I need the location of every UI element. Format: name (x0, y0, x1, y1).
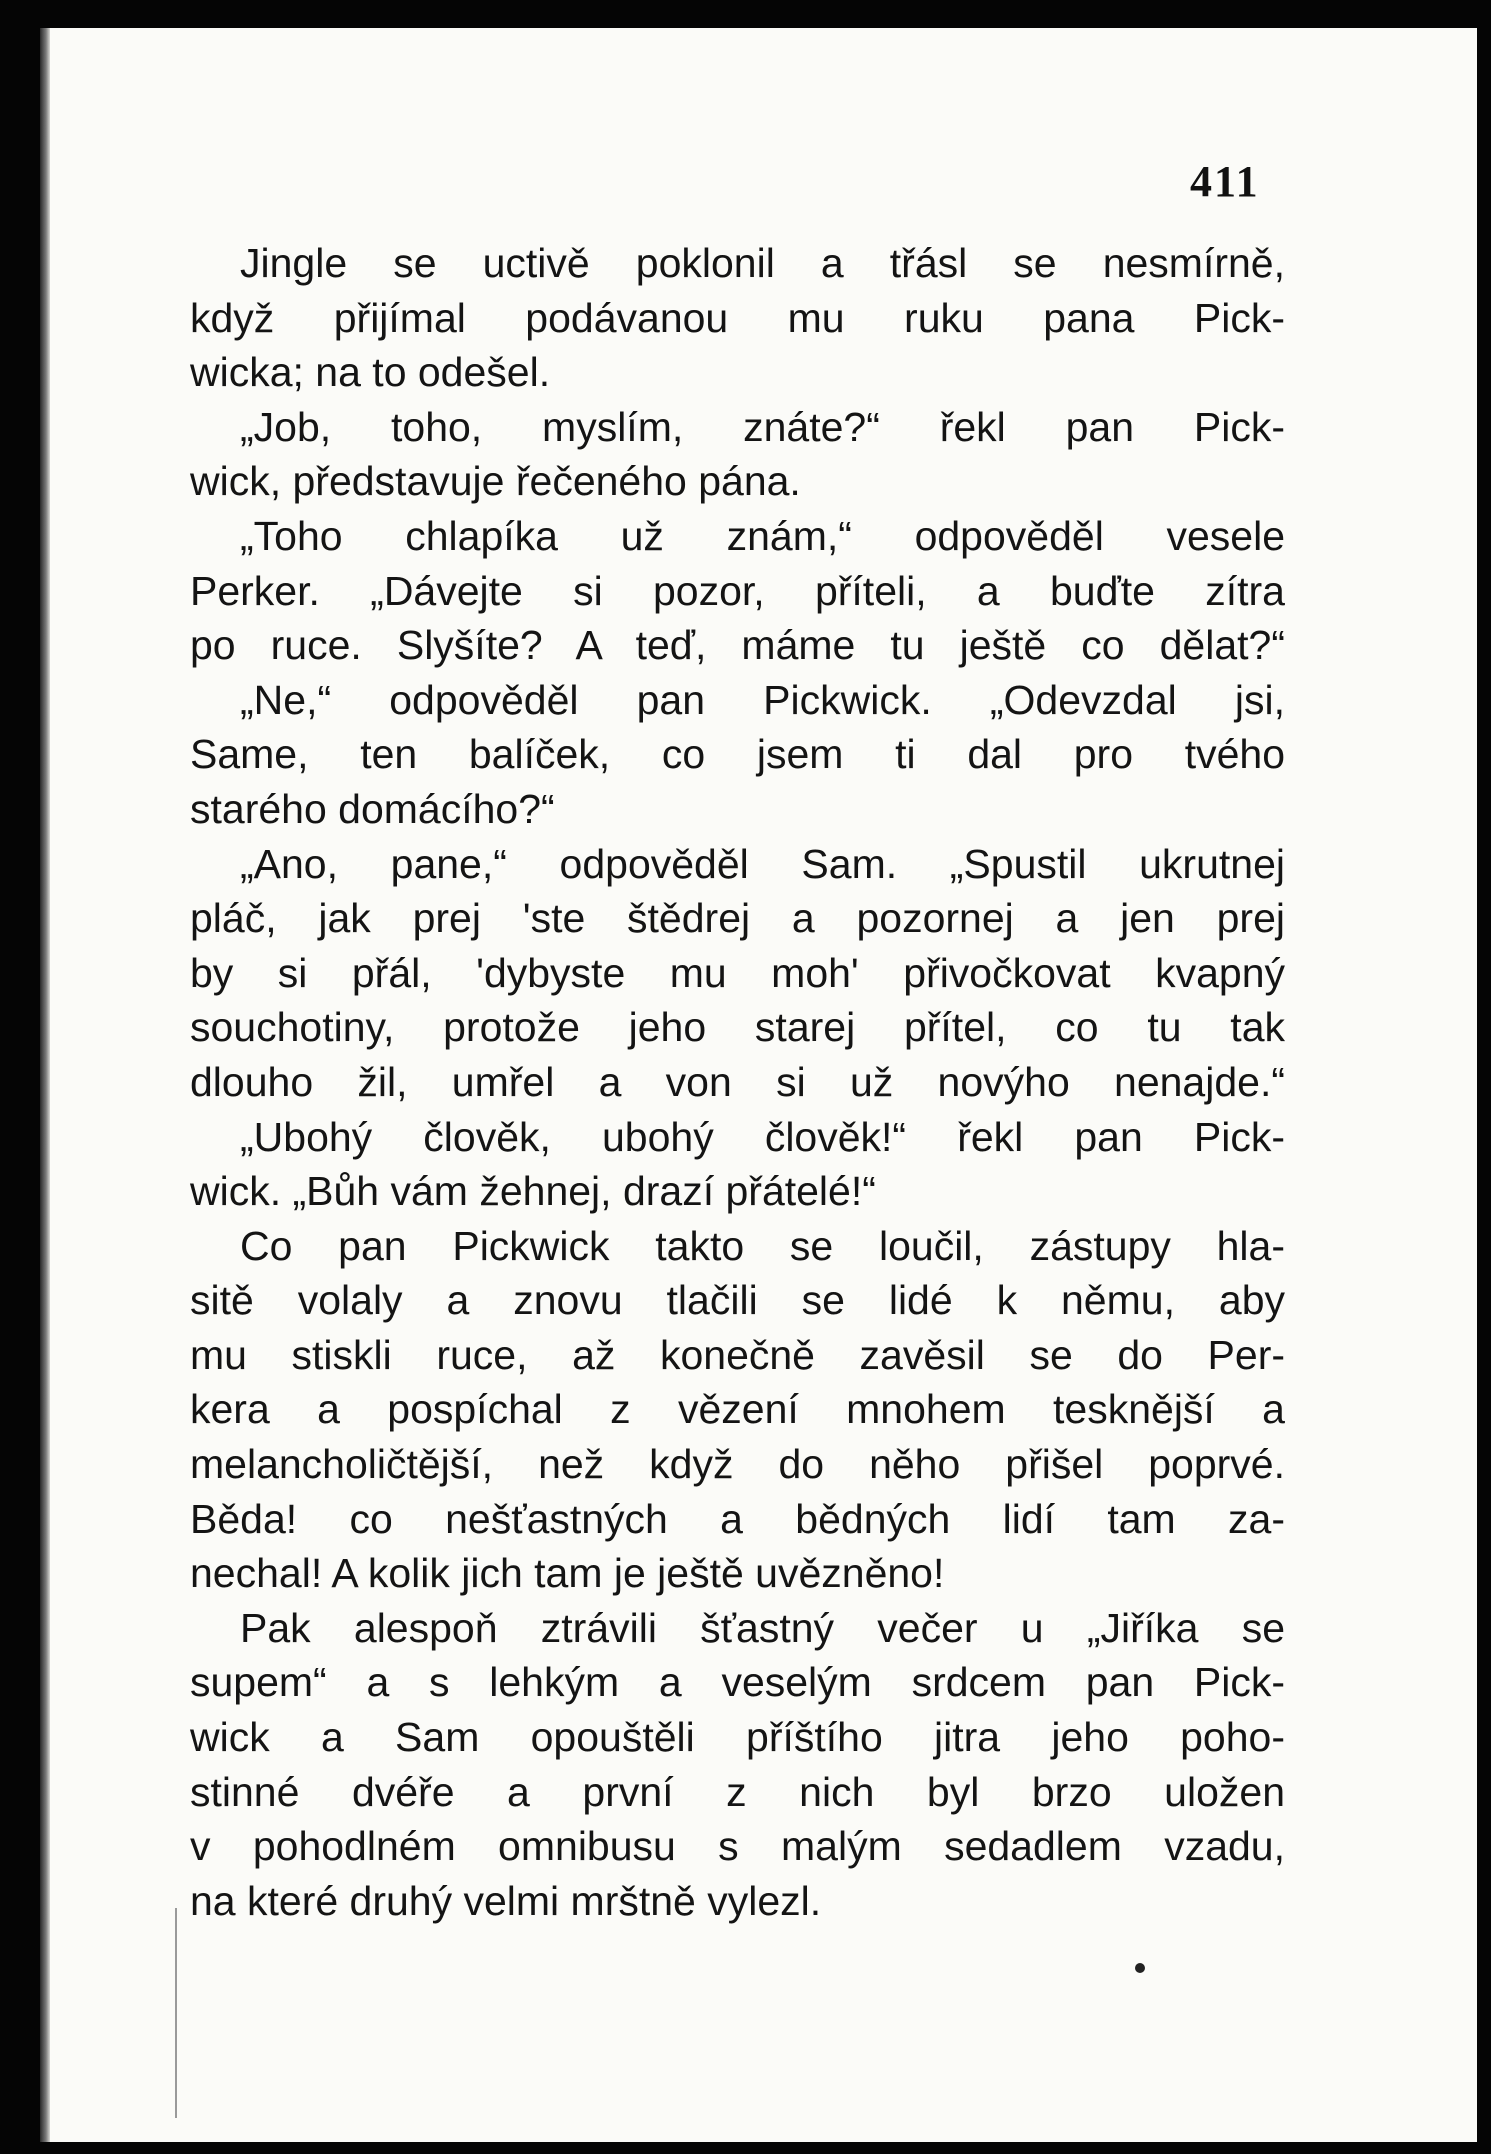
text-line: wick a Sam opouštěli příštího jitra jeho poho- (190, 1714, 1285, 1761)
text-line: mu stiskli ruce, až konečně zavěsil se do Per- (190, 1331, 1285, 1378)
text-line: Pak alespoň ztrávili šťastný večer u „Jiříka se (240, 1604, 1285, 1651)
body-text (190, 236, 1285, 1928)
text-line: nechal! A kolik jich tam je ještě uvězněno! (190, 1550, 945, 1597)
text-line: Co pan Pickwick takto se loučil, zástupy hla- (240, 1222, 1285, 1269)
text-line: na které druhý velmi mrštně vylezl. (190, 1877, 822, 1924)
page-number: 411 (1190, 157, 1260, 206)
text-line: souchotiny, protože jeho starej přítel, co tu tak (190, 1004, 1285, 1051)
text-line: v pohodlném omnibusu s malým sedadlem vzadu, (190, 1823, 1285, 1870)
text-line: „Toho chlapíka už znám,“ odpověděl vesele (240, 512, 1285, 559)
text-line: supem“ a s lehkým a veselým srdcem pan Pick- (190, 1659, 1285, 1706)
text-line: by si přál, 'dybyste mu moh' přivočkovat kvapný (190, 949, 1285, 996)
text-line: stinné dvéře a první z nich byl brzo uložen (190, 1768, 1285, 1815)
text-line: wicka; na to odešel. (190, 349, 551, 396)
page-edge-mark (175, 1908, 177, 2118)
text-line: když přijímal podávanou mu ruku pana Pick- (190, 294, 1285, 341)
text-line: „Ubohý člověk, ubohý člověk!“ řekl pan Pick- (240, 1113, 1285, 1160)
text-line: „Job, toho, myslím, znáte?“ řekl pan Pick- (240, 403, 1285, 450)
text-line: sitě volaly a znovu tlačili se lidé k němu, aby (190, 1277, 1285, 1324)
page-spine-edge (40, 28, 50, 2142)
text-line: „Ano, pane,“ odpověděl Sam. „Spustil ukrutnej (240, 840, 1285, 887)
text-line: starého domácího?“ (190, 785, 555, 832)
text-line: wick. „Bůh vám žehnej, drazí přátelé!“ (190, 1168, 876, 1215)
book-page (40, 28, 1477, 2142)
text-line: kera a pospíchal z vězení mnohem tesknější a (190, 1386, 1285, 1433)
text-line: Běda! co nešťastných a bědných lidí tam za- (190, 1495, 1285, 1542)
text-line: dlouho žil, umřel a von si už novýho nenajde.“ (190, 1058, 1285, 1105)
printer-mark (1135, 1963, 1145, 1973)
text-line: po ruce. Slyšíte? A teď, máme tu ještě co dělat?“ (190, 622, 1285, 669)
text-line: pláč, jak prej 'ste štědrej a pozornej a jen prej (190, 895, 1285, 942)
text-line: Same, ten balíček, co jsem ti dal pro tvého (190, 731, 1285, 778)
text-line: wick, představuje řečeného pána. (190, 458, 801, 505)
text-line: Jingle se uctivě poklonil a třásl se nesmírně, (240, 240, 1285, 286)
text-line: Perker. „Dávejte si pozor, příteli, a buďte zítra (190, 567, 1285, 614)
text-line: „Ne,“ odpověděl pan Pickwick. „Odevzdal jsi, (240, 676, 1285, 723)
text-line: melancholičtější, než když do něho přišel poprvé. (190, 1441, 1285, 1488)
